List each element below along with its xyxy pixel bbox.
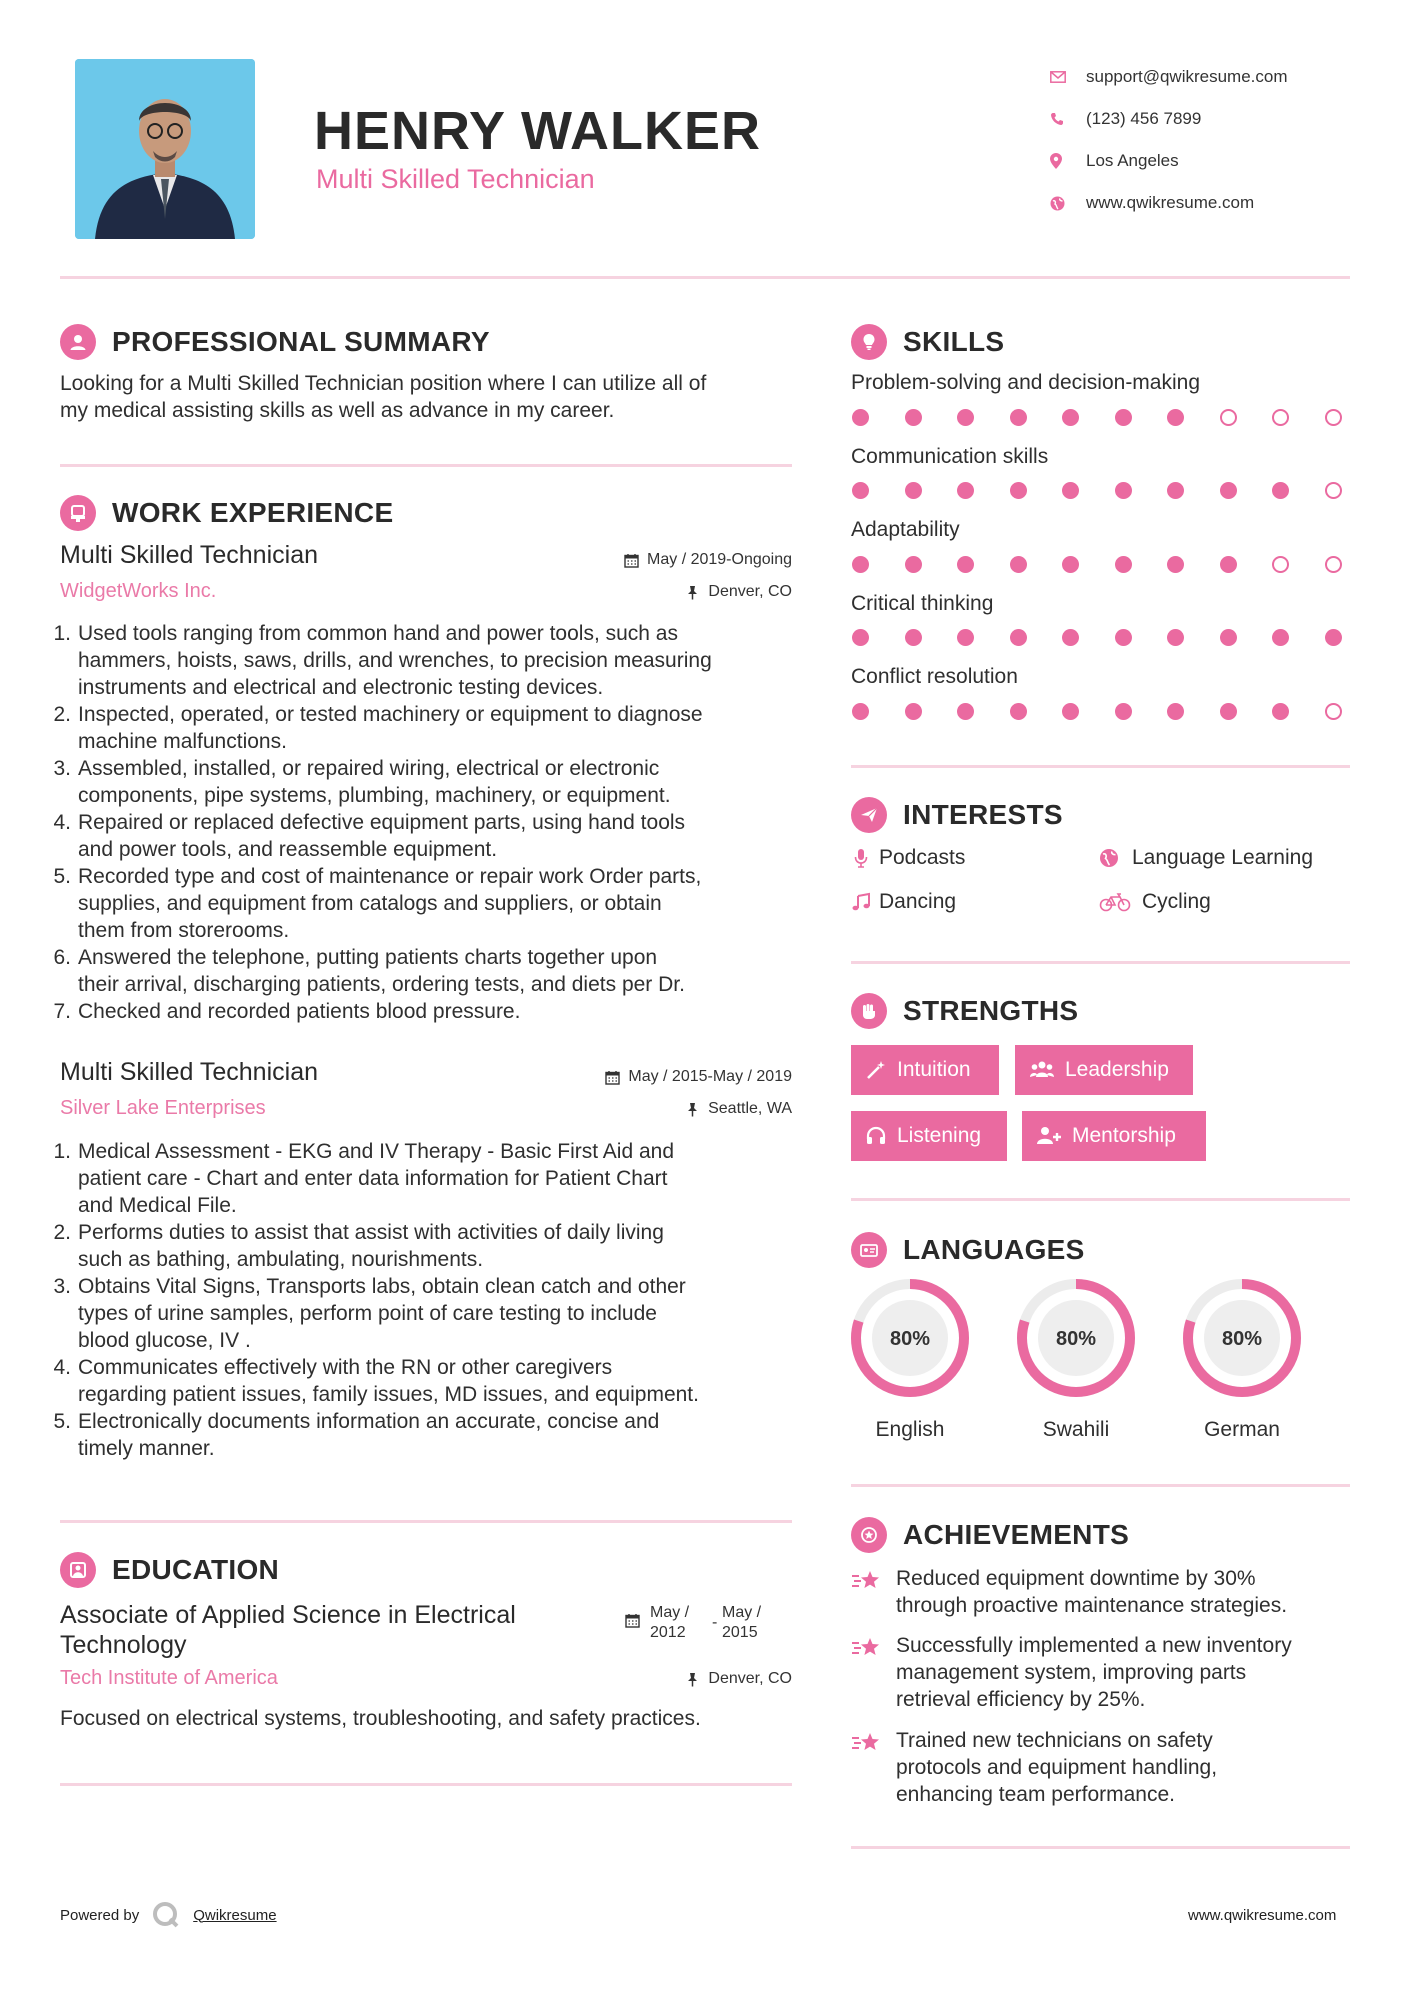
- calendar-icon: [624, 553, 639, 568]
- rating-dot-filled: [1115, 703, 1132, 720]
- list-item: [53, 1138, 793, 1219]
- achievements-heading: [851, 1517, 1129, 1553]
- job-location: [480, 583, 792, 601]
- shooting-star-icon: [851, 1565, 896, 1619]
- item-number: 1.: [53, 622, 71, 645]
- skills-title: SKILLS: [903, 326, 1005, 357]
- education-date: [625, 1603, 761, 1643]
- strength-label: Mentorship: [1072, 1124, 1176, 1147]
- strengths-heading: [851, 993, 1078, 1029]
- strength-chip-listening: [851, 1111, 1007, 1161]
- education-location-text: Denver, CO: [708, 1670, 792, 1687]
- rating-dot-filled: [852, 482, 869, 499]
- section-divider: [851, 1198, 1350, 1201]
- rating-dot-empty: [1220, 409, 1237, 426]
- headphones-icon: [865, 1125, 887, 1147]
- strengths-title: STRENGTHS: [903, 995, 1079, 1026]
- rating-dot-filled: [1167, 629, 1184, 646]
- achievement-item: [851, 1565, 1351, 1619]
- item-text: Performs duties to assist that assist with activities of daily living such as bathing, ambulating, nourishments.: [78, 1221, 664, 1271]
- item-number: 3.: [53, 757, 71, 780]
- rating-dot-filled: [1115, 556, 1132, 573]
- globe-icon: [1099, 848, 1132, 868]
- skill-rating: [852, 556, 1342, 573]
- interests-title: INTERESTS: [903, 799, 1063, 830]
- pushpin-icon: [685, 585, 700, 600]
- rating-dot-filled: [852, 629, 869, 646]
- list-item: [53, 755, 793, 809]
- rating-dot-filled: [1325, 629, 1342, 646]
- job-date-text: May / 2015-May / 2019: [628, 1068, 792, 1085]
- strength-label: Leadership: [1065, 1058, 1169, 1081]
- rating-dot-filled: [852, 556, 869, 573]
- calendar-icon: [625, 1613, 640, 1628]
- education-title: EDUCATION: [112, 1554, 280, 1585]
- rating-dot-filled: [957, 703, 974, 720]
- language-name: English: [875, 1418, 945, 1441]
- rating-dot-filled: [1167, 556, 1184, 573]
- language-swahili: [1014, 1276, 1138, 1442]
- item-number: 3.: [53, 1275, 71, 1298]
- list-item: [53, 1219, 793, 1273]
- fist-icon: [851, 993, 887, 1029]
- contact-location: [1050, 140, 1390, 182]
- item-number: 5.: [53, 865, 71, 888]
- phone-icon: [1050, 112, 1086, 126]
- list-item: [53, 944, 793, 998]
- list-item: [53, 1273, 793, 1354]
- summary-heading: [60, 324, 490, 360]
- languages-title: LANGUAGES: [903, 1234, 1085, 1265]
- rating-dot-filled: [905, 556, 922, 573]
- strength-chip-leadership: [1015, 1045, 1193, 1095]
- language-gauge: [1014, 1276, 1138, 1400]
- skill-rating: [852, 409, 1342, 426]
- education-date-end: May / 2015: [722, 1604, 762, 1641]
- item-number: 1.: [53, 1140, 71, 1163]
- website-text: www.qwikresume.com: [1086, 193, 1255, 212]
- candidate-name: HENRY WALKER: [314, 101, 762, 161]
- list-item: [53, 1354, 793, 1408]
- date-separator: -: [712, 1614, 718, 1631]
- rating-dot-filled: [1220, 629, 1237, 646]
- group-icon: [1029, 1059, 1055, 1081]
- rating-dot-filled: [1062, 629, 1079, 646]
- rating-dot-empty: [1325, 409, 1342, 426]
- job-location-text: Seattle, WA: [708, 1100, 792, 1117]
- rating-dot-filled: [1115, 409, 1132, 426]
- rating-dot-filled: [1062, 703, 1079, 720]
- interest-language-learning: [1099, 846, 1313, 870]
- company-name: Silver Lake Enterprises: [60, 1097, 266, 1119]
- section-divider: [851, 1846, 1350, 1849]
- microphone-icon: [851, 848, 879, 868]
- work-title: WORK EXPERIENCE: [112, 497, 394, 528]
- skills-heading: [851, 324, 1004, 360]
- contact-phone[interactable]: [1050, 98, 1390, 140]
- work-heading: [60, 495, 393, 531]
- contact-email[interactable]: [1050, 56, 1390, 98]
- item-text: Used tools ranging from common hand and power tools, such as hammers, hoists, saws, drills, and wrenches, to precision measuring instruments and electrical and electronic testing devices.: [78, 622, 712, 699]
- skill-rating: [852, 482, 1342, 499]
- contact-website[interactable]: [1050, 182, 1390, 224]
- summary-line: my medical assisting skills as well as advance in my career.: [60, 399, 615, 422]
- language-gauge: [1180, 1276, 1304, 1400]
- education-location: [480, 1670, 792, 1688]
- item-text: Communicates effectively with the RN or other caregivers regarding patient issues, family issues, MD issues, and equipment.: [78, 1356, 699, 1406]
- footer-powered-by: [60, 1900, 277, 1930]
- job-duties-list: [53, 1138, 793, 1462]
- degree-line: Associate of Applied Science in Electrical: [60, 1601, 516, 1629]
- item-text: Medical Assessment - EKG and IV Therapy - Basic First Aid and patient care - Chart and enter data information for Patient Chart and Medical File.: [78, 1140, 675, 1217]
- summary-text: [60, 370, 706, 424]
- item-text: Repaired or replaced defective equipment parts, using hand tools and power tools, and reassemble equipment.: [78, 811, 686, 861]
- candidate-role: Multi Skilled Technician: [316, 164, 595, 194]
- rating-dot-filled: [905, 629, 922, 646]
- item-number: 4.: [53, 1356, 71, 1379]
- music-note-icon: [851, 892, 879, 912]
- job-duties-list: [53, 620, 793, 1025]
- powered-by-text: Powered by: [60, 1906, 140, 1924]
- school-name: Tech Institute of America: [60, 1667, 278, 1689]
- list-item: [53, 998, 793, 1025]
- rating-dot-filled: [957, 629, 974, 646]
- location-text: Los Angeles: [1086, 151, 1179, 170]
- rating-dot-filled: [1062, 482, 1079, 499]
- rating-dot-filled: [957, 556, 974, 573]
- rating-dot-filled: [905, 703, 922, 720]
- footer-website[interactable]: www.qwikresume.com: [1188, 1907, 1337, 1924]
- language-name: Swahili: [1042, 1418, 1110, 1441]
- add-user-icon: [1036, 1125, 1062, 1147]
- item-text: Recorded type and cost of maintenance or repair work Order parts, supplies, and equipment from catalogs and suppliers, or obtain them from storerooms.: [78, 865, 702, 942]
- skill-rating: [852, 703, 1342, 720]
- rating-dot-empty: [1272, 409, 1289, 426]
- rating-dot-filled: [1272, 629, 1289, 646]
- pushpin-icon: [685, 1102, 700, 1117]
- skill-name: Conflict resolution: [851, 665, 1018, 688]
- job-title: Multi Skilled Technician: [60, 541, 318, 569]
- job-title: Multi Skilled Technician: [60, 1058, 318, 1086]
- degree-title: [60, 1600, 516, 1660]
- lightbulb-icon: [851, 324, 887, 360]
- shooting-star-icon: [851, 1727, 896, 1808]
- rating-dot-filled: [957, 409, 974, 426]
- rating-dot-filled: [1220, 703, 1237, 720]
- shooting-star-icon: [851, 1632, 896, 1713]
- education-heading: [60, 1552, 279, 1588]
- rating-dot-filled: [1272, 703, 1289, 720]
- interest-dancing: [851, 890, 956, 914]
- item-text: Answered the telephone, putting patients charts together upon their arrival, discharging patients, ordering tests, and diets per Dr.: [78, 946, 685, 996]
- section-divider: [851, 765, 1350, 768]
- rating-dot-filled: [1115, 482, 1132, 499]
- envelope-icon: [1050, 71, 1086, 83]
- globe-icon: [1050, 196, 1086, 211]
- language-gauge: [848, 1276, 972, 1400]
- language-name: German: [1204, 1418, 1280, 1441]
- strength-label: Intuition: [897, 1058, 971, 1081]
- achievement-text: Reduced equipment downtime by 30% through proactive maintenance strategies.: [896, 1567, 1288, 1617]
- graduate-icon: [60, 1552, 96, 1588]
- item-text: Electronically documents information an accurate, concise and timely manner.: [78, 1410, 660, 1460]
- list-item: [53, 620, 793, 701]
- degree-line: Technology: [60, 1631, 187, 1659]
- job-location: [480, 1100, 792, 1118]
- phone-text: (123) 456 7899: [1086, 109, 1202, 128]
- job-date: [480, 1068, 792, 1086]
- rating-dot-filled: [1062, 409, 1079, 426]
- rating-dot-filled: [852, 409, 869, 426]
- rating-dot-filled: [957, 482, 974, 499]
- skill-name: Communication skills: [851, 445, 1049, 468]
- profile-photo: [75, 59, 255, 239]
- job-date: [480, 551, 792, 569]
- language-german: [1180, 1276, 1304, 1442]
- skill-name: Problem-solving and decision-making: [851, 371, 1201, 394]
- item-number: 5.: [53, 1410, 71, 1433]
- header-divider: [60, 276, 1350, 279]
- email-text: support@qwikresume.com: [1086, 67, 1288, 86]
- rating-dot-filled: [905, 482, 922, 499]
- section-divider: [60, 1783, 792, 1786]
- strength-label: Listening: [897, 1124, 982, 1147]
- company-name: WidgetWorks Inc.: [60, 580, 217, 602]
- rating-dot-filled: [1010, 703, 1027, 720]
- languages-heading: [851, 1232, 1085, 1268]
- rating-dot-filled: [852, 703, 869, 720]
- education-date-start: May / 2012: [650, 1604, 690, 1641]
- gauge-label: 80%: [889, 1328, 931, 1350]
- item-text: Checked and recorded patients blood pressure.: [78, 1000, 521, 1023]
- qwikresume-logo-icon: [151, 1900, 181, 1930]
- item-number: 4.: [53, 811, 71, 834]
- rating-dot-filled: [1010, 482, 1027, 499]
- gauge-label: 80%: [1055, 1328, 1097, 1350]
- job-date-text: May / 2019-Ongoing: [647, 551, 792, 568]
- rating-dot-empty: [1272, 556, 1289, 573]
- strength-chip-intuition: [851, 1045, 999, 1095]
- section-divider: [60, 464, 792, 467]
- strength-chip-mentorship: [1022, 1111, 1206, 1161]
- rating-dot-filled: [1167, 703, 1184, 720]
- interest-label: Language Learning: [1132, 846, 1314, 869]
- rating-dot-filled: [1115, 629, 1132, 646]
- rating-dot-filled: [1062, 556, 1079, 573]
- rating-dot-filled: [905, 409, 922, 426]
- rating-dot-filled: [1220, 556, 1237, 573]
- pushpin-icon: [685, 1672, 700, 1687]
- interest-label: Podcasts: [879, 846, 966, 869]
- achievement-text: Successfully implemented a new inventory management system, improving parts retrieval efficiency by 25%.: [896, 1634, 1292, 1711]
- person-photo-icon: [75, 59, 255, 239]
- section-divider: [851, 961, 1350, 964]
- achievement-item: [851, 1727, 1351, 1808]
- rating-dot-empty: [1325, 556, 1342, 573]
- section-divider: [851, 1484, 1350, 1487]
- item-number: 6.: [53, 946, 71, 969]
- interests-heading: [851, 797, 1063, 833]
- rating-dot-filled: [1220, 482, 1237, 499]
- item-number: 2.: [53, 703, 71, 726]
- star-badge-icon: [851, 1517, 887, 1553]
- rating-dot-empty: [1325, 703, 1342, 720]
- summary-line: Looking for a Multi Skilled Technician position where I can utilize all of: [60, 372, 707, 395]
- bicycle-icon: [1099, 892, 1142, 912]
- list-item: [53, 809, 793, 863]
- list-item: [53, 1408, 793, 1462]
- summary-title: PROFESSIONAL SUMMARY: [112, 326, 490, 357]
- interest-cycling: [1099, 890, 1211, 914]
- item-text: Inspected, operated, or tested machinery or equipment to diagnose machine malfunctions.: [78, 703, 703, 753]
- rating-dot-filled: [1010, 556, 1027, 573]
- map-pin-icon: [1050, 153, 1086, 169]
- rating-dot-filled: [1010, 629, 1027, 646]
- id-card-icon: [851, 1232, 887, 1268]
- magic-wand-icon: [865, 1059, 887, 1081]
- interest-podcasts: [851, 846, 965, 870]
- skill-name: Critical thinking: [851, 592, 994, 615]
- achievements-title: ACHIEVEMENTS: [903, 1519, 1130, 1550]
- achievement-text: Trained new technicians on safety protocols and equipment handling, enhancing team performance.: [896, 1729, 1218, 1806]
- briefcase-icon: [60, 495, 96, 531]
- section-divider: [60, 1520, 792, 1523]
- interest-label: Cycling: [1142, 890, 1211, 913]
- gauge-label: 80%: [1221, 1328, 1263, 1350]
- qwikresume-link[interactable]: Qwikresume: [193, 1906, 277, 1924]
- item-text: Obtains Vital Signs, Transports labs, obtain clean catch and other types of urine samples, perform point of care testing to include blood glucose, IV .: [78, 1275, 686, 1352]
- achievement-item: [851, 1632, 1351, 1713]
- rating-dot-empty: [1325, 482, 1342, 499]
- user-icon: [60, 324, 96, 360]
- list-item: [53, 701, 793, 755]
- rating-dot-filled: [1010, 409, 1027, 426]
- interest-label: Dancing: [879, 890, 957, 913]
- item-number: 2.: [53, 1221, 71, 1244]
- education-description: Focused on electrical systems, troubleshooting, and safety practices.: [60, 1707, 701, 1730]
- rating-dot-filled: [1272, 482, 1289, 499]
- item-number: 7.: [53, 1000, 71, 1023]
- paper-plane-icon: [851, 797, 887, 833]
- rating-dot-filled: [1167, 409, 1184, 426]
- skill-rating: [852, 629, 1342, 646]
- job-location-text: Denver, CO: [708, 583, 792, 600]
- list-item: [53, 863, 793, 944]
- item-text: Assembled, installed, or repaired wiring, electrical or electronic components, pipe systems, plumbing, machinery, or equipment.: [78, 757, 671, 807]
- contact-block: [1050, 56, 1390, 224]
- skill-name: Adaptability: [851, 518, 960, 541]
- calendar-icon: [605, 1070, 620, 1085]
- language-english: [848, 1276, 972, 1442]
- rating-dot-filled: [1167, 482, 1184, 499]
